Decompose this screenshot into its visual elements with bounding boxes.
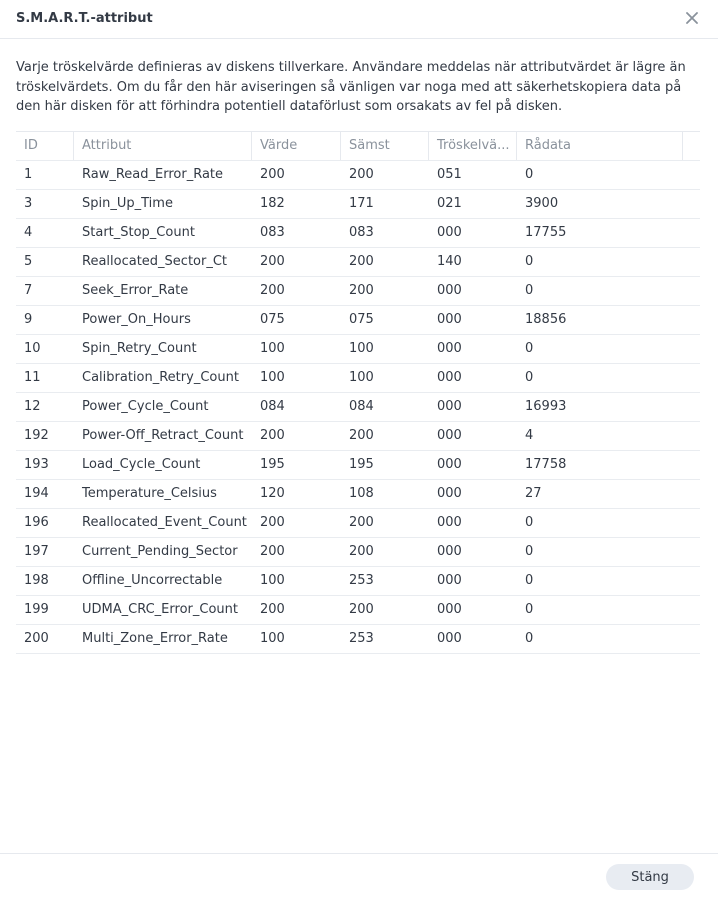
cell-id: 4 <box>24 225 33 240</box>
cell-value: 200 <box>260 515 285 530</box>
cell-threshold: 000 <box>437 457 462 472</box>
cell-value: 100 <box>260 631 285 646</box>
cell-raw-data: 0 <box>525 167 534 182</box>
cell-raw-data: 0 <box>525 573 534 588</box>
table-row[interactable] <box>16 277 700 306</box>
table-row[interactable] <box>16 480 700 509</box>
cell-raw-data: 0 <box>525 631 534 646</box>
cell-threshold: 000 <box>437 515 462 530</box>
cell-worst: 084 <box>349 399 374 414</box>
cell-worst: 075 <box>349 312 374 327</box>
cell-value: 200 <box>260 602 285 617</box>
cell-threshold: 000 <box>437 631 462 646</box>
column-header-filler <box>683 132 700 160</box>
cell-raw-data: 0 <box>525 544 534 559</box>
table-row[interactable] <box>16 335 700 364</box>
table-row[interactable] <box>16 219 700 248</box>
cell-threshold: 140 <box>437 254 462 269</box>
cell-worst: 100 <box>349 341 374 356</box>
cell-raw-data: 0 <box>525 254 534 269</box>
cell-threshold: 000 <box>437 225 462 240</box>
cell-value: 200 <box>260 254 285 269</box>
table-row[interactable] <box>16 248 700 277</box>
cell-value: 120 <box>260 486 285 501</box>
cell-worst: 200 <box>349 167 374 182</box>
cell-attribute: UDMA_CRC_Error_Count <box>82 602 238 617</box>
cell-raw-data: 0 <box>525 341 534 356</box>
cell-id: 1 <box>24 167 33 182</box>
table-row[interactable] <box>16 567 700 596</box>
close-button[interactable]: Stäng <box>606 864 694 890</box>
cell-attribute: Power_On_Hours <box>82 312 191 327</box>
cell-threshold: 000 <box>437 370 462 385</box>
cell-value: 100 <box>260 573 285 588</box>
cell-id: 7 <box>24 283 33 298</box>
cell-attribute: Temperature_Celsius <box>82 486 217 501</box>
cell-worst: 083 <box>349 225 374 240</box>
cell-id: 199 <box>24 602 49 617</box>
dialog-titlebar <box>0 0 718 39</box>
dialog-description: Varje tröskelvärde definieras av diskens tillverkare. Användare meddelas när attributvärdet är lägre än tröskelvärdets. Om du får den här aviseringen så vänligen var noga med att säkerhetskopiera data på den här disken för att förhindra potentiell dataförlust som orsakats av fel på disken. <box>16 60 686 114</box>
table-row[interactable] <box>16 625 700 654</box>
cell-id: 196 <box>24 515 49 530</box>
cell-threshold: 000 <box>437 399 462 414</box>
column-header-value[interactable]: Värde <box>252 132 341 160</box>
cell-value: 200 <box>260 283 285 298</box>
cell-id: 12 <box>24 399 41 414</box>
cell-attribute: Spin_Retry_Count <box>82 341 197 356</box>
cell-worst: 195 <box>349 457 374 472</box>
cell-value: 195 <box>260 457 285 472</box>
table-row[interactable] <box>16 306 700 335</box>
dialog-footer <box>0 853 718 901</box>
column-header-id[interactable]: ID <box>16 132 74 160</box>
close-icon[interactable] <box>682 8 702 28</box>
cell-attribute: Start_Stop_Count <box>82 225 195 240</box>
cell-id: 193 <box>24 457 49 472</box>
cell-worst: 171 <box>349 196 374 211</box>
cell-value: 100 <box>260 370 285 385</box>
column-header-attribute[interactable]: Attribut <box>74 132 252 160</box>
table-header <box>16 132 700 161</box>
table-body <box>16 161 700 654</box>
cell-id: 9 <box>24 312 33 327</box>
column-header-worst[interactable]: Sämst <box>341 132 429 160</box>
cell-id: 192 <box>24 428 49 443</box>
table-row[interactable] <box>16 509 700 538</box>
cell-id: 197 <box>24 544 49 559</box>
dialog-title: S.M.A.R.T.-attribut <box>16 11 153 26</box>
cell-value: 100 <box>260 341 285 356</box>
cell-raw-data: 0 <box>525 283 534 298</box>
cell-attribute: Reallocated_Sector_Ct <box>82 254 228 269</box>
cell-threshold: 021 <box>437 196 462 211</box>
cell-raw-data: 3900 <box>525 196 559 211</box>
cell-value: 182 <box>260 196 285 211</box>
cell-id: 198 <box>24 573 49 588</box>
cell-id: 194 <box>24 486 49 501</box>
cell-raw-data: 18856 <box>525 312 567 327</box>
table-row[interactable] <box>16 451 700 480</box>
cell-attribute: Load_Cycle_Count <box>82 457 201 472</box>
column-header-raw-data[interactable]: Rådata <box>517 132 683 160</box>
cell-value: 200 <box>260 428 285 443</box>
cell-value: 084 <box>260 399 285 414</box>
cell-worst: 200 <box>349 428 374 443</box>
table-row[interactable] <box>16 161 700 190</box>
cell-value: 200 <box>260 167 285 182</box>
cell-id: 200 <box>24 631 49 646</box>
cell-raw-data: 17758 <box>525 457 567 472</box>
cell-worst: 200 <box>349 283 374 298</box>
smart-attributes-table <box>16 131 700 654</box>
cell-worst: 253 <box>349 631 374 646</box>
column-header-threshold[interactable]: Tröskelvä... <box>429 132 517 160</box>
cell-attribute: Power_Cycle_Count <box>82 399 209 414</box>
cell-attribute: Reallocated_Event_Count <box>82 515 247 530</box>
cell-raw-data: 0 <box>525 602 534 617</box>
cell-threshold: 000 <box>437 312 462 327</box>
cell-raw-data: 17755 <box>525 225 567 240</box>
table-row[interactable] <box>16 190 700 219</box>
table-row[interactable] <box>16 538 700 567</box>
cell-raw-data: 0 <box>525 370 534 385</box>
cell-attribute: Seek_Error_Rate <box>82 283 189 298</box>
cell-attribute: Current_Pending_Sector <box>82 544 238 559</box>
cell-threshold: 000 <box>437 341 462 356</box>
cell-raw-data: 0 <box>525 515 534 530</box>
cell-worst: 108 <box>349 486 374 501</box>
cell-attribute: Raw_Read_Error_Rate <box>82 167 224 182</box>
cell-value: 075 <box>260 312 285 327</box>
cell-attribute: Spin_Up_Time <box>82 196 173 211</box>
cell-threshold: 000 <box>437 544 462 559</box>
cell-threshold: 051 <box>437 167 462 182</box>
cell-worst: 200 <box>349 515 374 530</box>
cell-worst: 200 <box>349 254 374 269</box>
cell-attribute: Multi_Zone_Error_Rate <box>82 631 228 646</box>
cell-id: 11 <box>24 370 41 385</box>
cell-attribute: Power-Off_Retract_Count <box>82 428 244 443</box>
cell-id: 3 <box>24 196 33 211</box>
cell-threshold: 000 <box>437 602 462 617</box>
table-row[interactable] <box>16 393 700 422</box>
cell-threshold: 000 <box>437 283 462 298</box>
cell-attribute: Calibration_Retry_Count <box>82 370 239 385</box>
cell-threshold: 000 <box>437 573 462 588</box>
cell-attribute: Offline_Uncorrectable <box>82 573 223 588</box>
cell-worst: 253 <box>349 573 374 588</box>
cell-worst: 200 <box>349 602 374 617</box>
cell-raw-data: 4 <box>525 428 534 443</box>
cell-value: 083 <box>260 225 285 240</box>
cell-raw-data: 27 <box>525 486 542 501</box>
cell-raw-data: 16993 <box>525 399 567 414</box>
cell-value: 200 <box>260 544 285 559</box>
cell-worst: 200 <box>349 544 374 559</box>
cell-id: 10 <box>24 341 41 356</box>
cell-id: 5 <box>24 254 33 269</box>
cell-threshold: 000 <box>437 428 462 443</box>
cell-threshold: 000 <box>437 486 462 501</box>
table-row[interactable] <box>16 422 700 451</box>
table-row[interactable] <box>16 364 700 393</box>
cell-worst: 100 <box>349 370 374 385</box>
table-row[interactable] <box>16 596 700 625</box>
